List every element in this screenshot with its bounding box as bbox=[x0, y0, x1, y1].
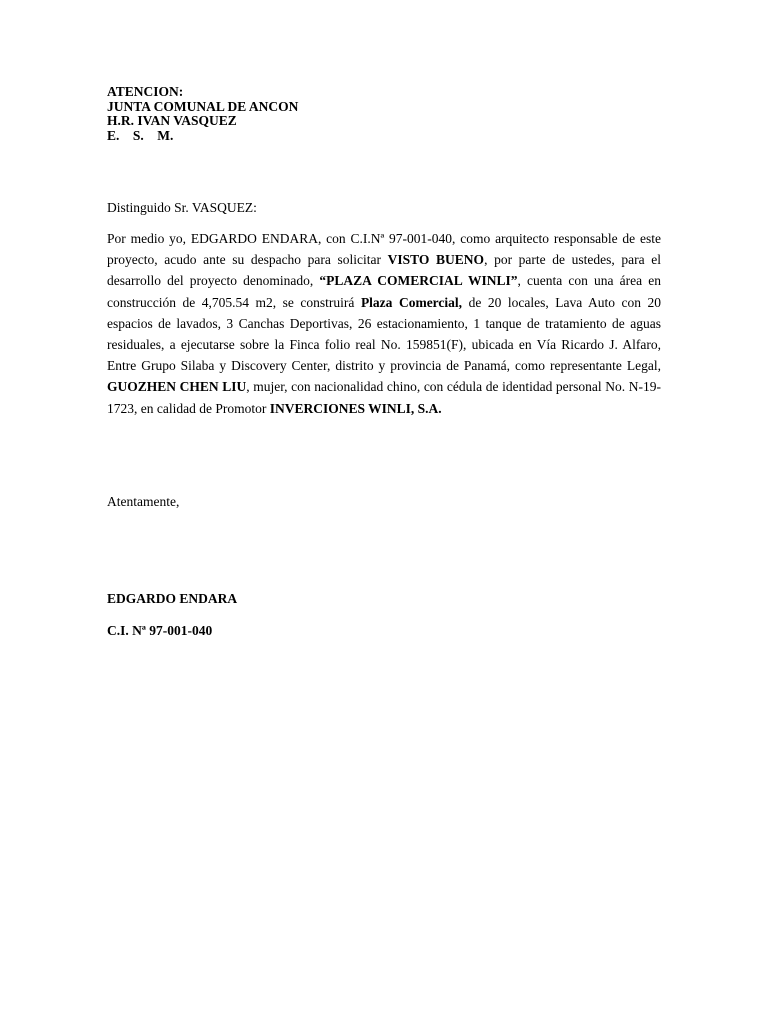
body-text-2: , por parte de ustedes, para el desarrollo del proyecto denominado, bbox=[107, 252, 661, 289]
body-text-5: , mujer, con nacionalidad chino, con cédula de identidad personal No. N-19-1723, en calidad de Promotor bbox=[107, 379, 661, 416]
body-text-1: Por medio yo, EDGARDO ENDARA, con C.I.Nª 97-001-040, como arquitecto responsable de este proyecto, acudo ante su despacho para solicitar bbox=[107, 231, 661, 268]
body-text-3: , cuenta con una área en construcción de 4,705.54 m2, se construirá bbox=[107, 273, 661, 310]
body-paragraph bbox=[107, 228, 661, 419]
recipient-organization: JUNTA COMUNAL DE ANCON bbox=[107, 98, 299, 114]
body-bold-plaza-comercial: Plaza Comercial, bbox=[360, 294, 463, 310]
signature-name: EDGARDO ENDARA bbox=[107, 591, 238, 606]
closing: Atentamente, bbox=[107, 494, 180, 509]
signature-id: C.I. Nª 97-001-040 bbox=[107, 623, 213, 638]
body-bold-legal-representative: GUOZHEN CHEN LIU bbox=[107, 379, 247, 395]
body-bold-promoter: INVERCIONES WINLI, S.A. bbox=[269, 400, 442, 416]
recipient-city-abbrev: E. S. M. bbox=[107, 127, 174, 143]
body-text-4: de 20 locales, Lava Auto con 20 espacios de lavados, 3 Canchas Deportivas, 26 estacionamiento, 1 tanque de tratamiento de aguas residuales, a ejecutarse sobre la Finca folio real No. 159851(F), ubicada en Vía Ricardo J. Alfaro, Entre Grupo Silaba y Discovery Center, distrito y provincia de Panamá, como representante Legal, bbox=[107, 294, 662, 374]
salutation: Distinguido Sr. VASQUEZ: bbox=[107, 200, 257, 215]
recipient-name: H.R. IVAN VASQUEZ bbox=[107, 113, 237, 128]
body-bold-visto-bueno: VISTO BUENO bbox=[387, 252, 485, 268]
addressee-block bbox=[107, 85, 298, 143]
body-bold-project-name: “PLAZA COMERCIAL WINLI” bbox=[319, 273, 518, 289]
attention-line: ATENCION: bbox=[107, 84, 184, 99]
